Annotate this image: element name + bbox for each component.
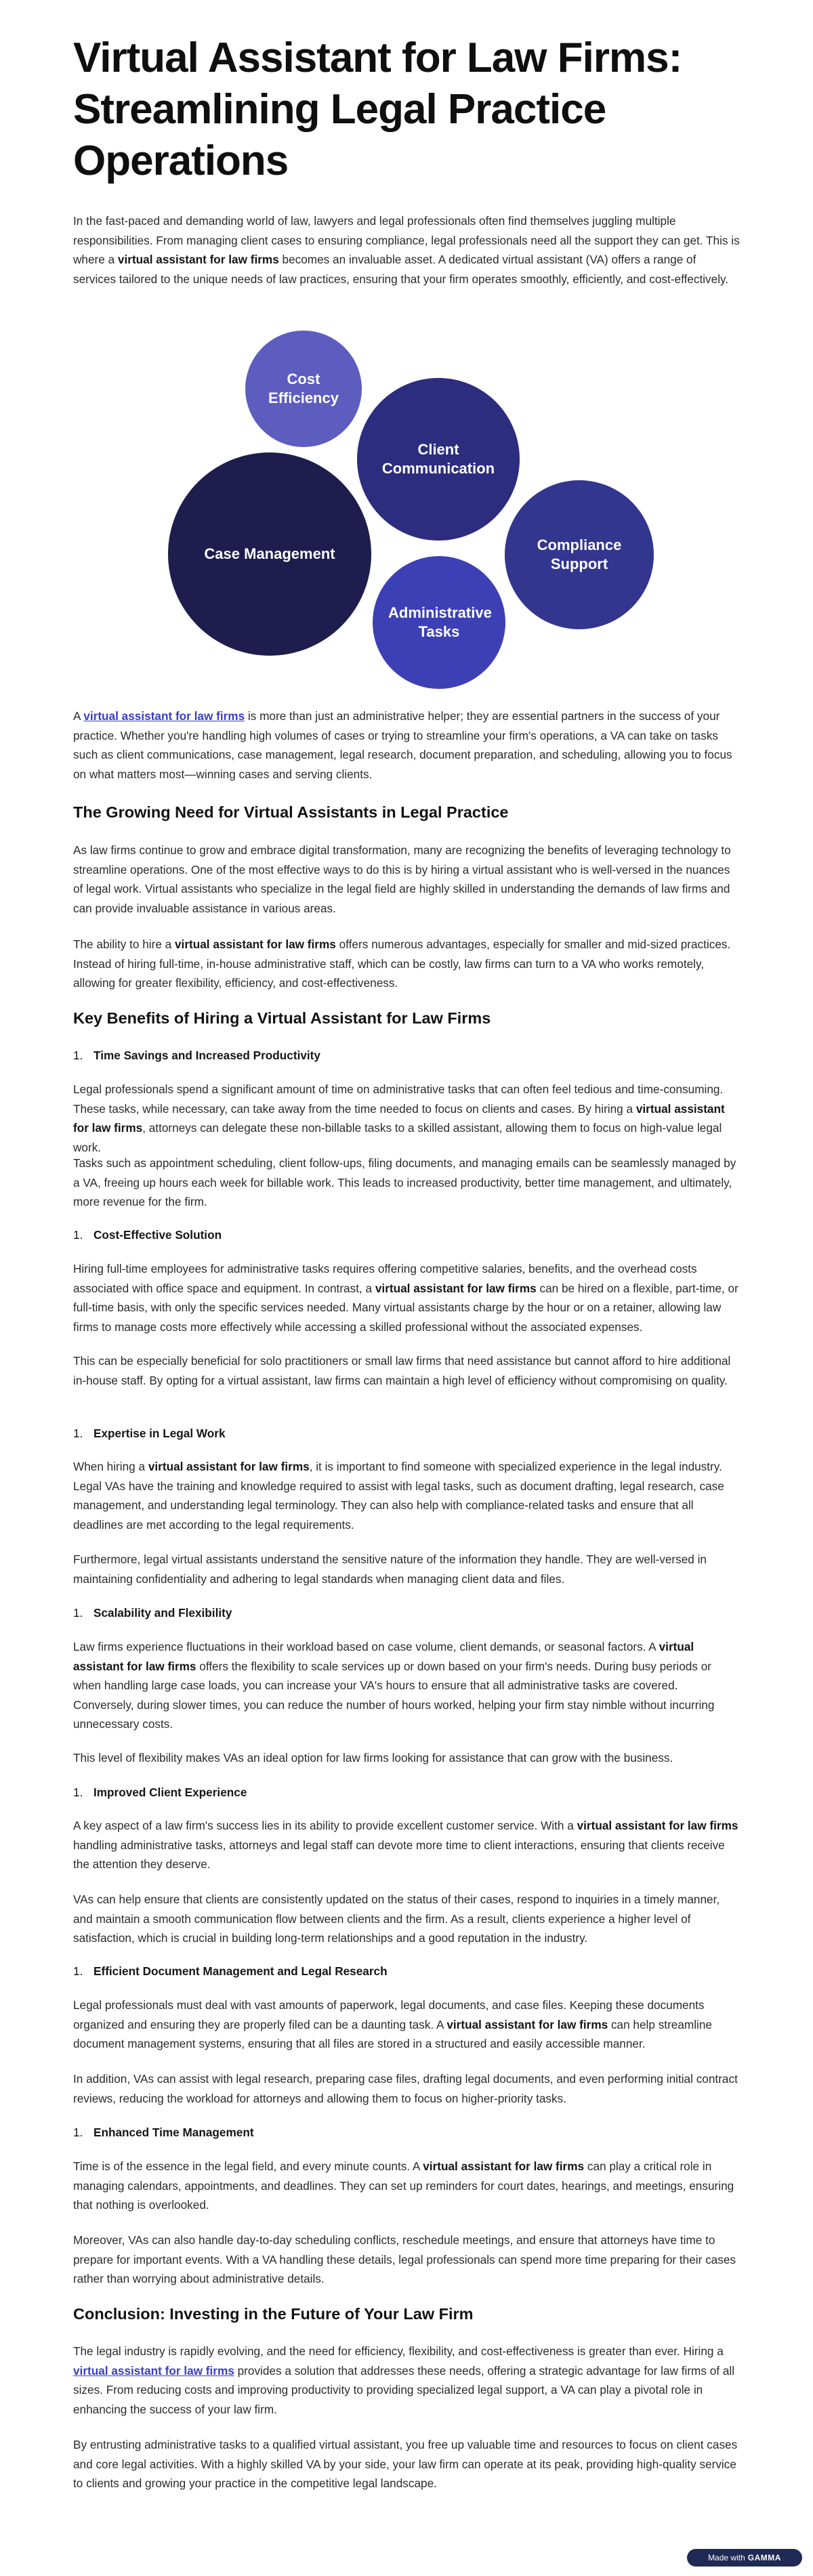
benefit-4-paragraph-1: Law firms experience fluctuations in their workload based on case volume, client demands, or seasonal factors. A virtual assistant for law firms offers the flexibility to scale services up or down based on your firm's needs. During busy periods or when handling large case loads, you can increase your VA's hours to ensure that all administrative tasks are covered. Conversely, during slower times, you can reduce the number of hours worked, helping your firm stay nimble without incurring unnecessary costs.: [73, 1640, 715, 1731]
va-link[interactable]: virtual assistant for law firms: [83, 709, 245, 723]
heading-conclusion: Conclusion: Investing in the Future of Your Law Firm: [73, 2305, 474, 2323]
benefit-7-title: 1. Enhanced Time Management: [73, 2126, 254, 2139]
growing-paragraph-2: The ability to hire a virtual assistant for law firms offers numerous advantages, especially for smaller and mid-sized practices. Instead of hiring full-time, in-house administrative staff, which can be costly, law firms can turn to a VA who works remotely, allowing for greater flexibility, efficiency, and cost-effectiveness.: [73, 937, 731, 990]
benefit-3-title: 1. Expertise in Legal Work: [73, 1427, 226, 1440]
benefit-7-paragraph-1: Time is of the essence in the legal field, and every minute counts. A virtual assistant for law firms can play a critical role in managing calendars, appointments, and deadlines. They can set up reminders for court dates, hearings, and meetings, ensuring that nothing is overlooked.: [73, 2159, 734, 2212]
benefit-4-title: 1. Scalability and Flexibility: [73, 1606, 232, 1620]
after-diagram-paragraph: A virtual assistant for law firms is more than just an administrative helper; they are essential partners in the success of your practice. Whether you're handling high volumes of cases or trying to streamline your firm's operations, a VA can take on tasks such as client communications, case management, legal research, document preparation, and scheduling, allowing you to focus on what matters most—winning cases and serving clients.: [73, 709, 732, 781]
page-title: Virtual Assistant for Law Firms: Streamlining Legal Practice Operations: [73, 35, 682, 184]
benefit-1-paragraph-2: Tasks such as appointment scheduling, client follow-ups, filing documents, and managing emails can be seamlessly managed by a VA, freeing up hours each week for billable work. This leads to increased productivity, better time management, and ultimately, more revenue for the firm.: [73, 1156, 736, 1208]
benefit-6-paragraph-1: Legal professionals must deal with vast amounts of paperwork, legal documents, and case files. Keeping these documents organized and ensuring they are properly filed can be a daunting task. A virtual assistant for law firms can help streamline document management systems, ensuring that all files are stored in a structured and easily accessible manner.: [73, 1998, 712, 2050]
benefit-1-title: 1. Time Savings and Increased Productivity: [73, 1049, 320, 1062]
heading-growing-need: The Growing Need for Virtual Assistants in Legal Practice: [73, 803, 509, 821]
made-with-gamma-badge[interactable]: [687, 2549, 802, 2567]
gamma-logo-text: GAMMA: [747, 2553, 781, 2562]
intro-paragraph: In the fast-paced and demanding world of law, lawyers and legal professionals often find themselves juggling multiple responsibilities. From managing client cases to ensuring compliance, legal professionals need all the support they can get. This is where a virtual assistant for law firms becomes an invaluable asset. A dedicated virtual assistant (VA) offers a range of services tailored to the unique needs of law practices, ensuring that your firm operates smoothly, efficiently, and cost-effectively.: [73, 214, 740, 286]
key-phrase: virtual assistant for law firms: [117, 253, 279, 266]
benefit-3-paragraph-2: Furthermore, legal virtual assistants understand the sensitive nature of the information they handle. They are well-versed in maintaining confidentiality and adhering to legal standards when managing client data and files.: [73, 1553, 707, 1586]
benefit-4-paragraph-2: This level of flexibility makes VAs an ideal option for law firms looking for assistance that can grow with the business.: [73, 1751, 673, 1765]
benefit-6-title: 1. Efficient Document Management and Legal Research: [73, 1964, 388, 1978]
title-block: [73, 33, 740, 187]
bubble-client-communication: Client Communication: [357, 378, 520, 541]
heading-key-benefits: Key Benefits of Hiring a Virtual Assistant for Law Firms: [73, 1009, 491, 1027]
benefit-2-title: 1. Cost-Effective Solution: [73, 1228, 222, 1242]
benefit-7-paragraph-2: Moreover, VAs can also handle day-to-day scheduling conflicts, reschedule meetings, and ensure that attorneys have time to prepare for important events. With a VA handling these details, legal professionals can spend more time preparing for their cases rather than worrying about administrative details.: [73, 2233, 736, 2285]
conclusion-paragraph-1: The legal industry is rapidly evolving, and the need for efficiency, flexibility, and cost-effectiveness is greater than ever. Hiring a virtual assistant for law firms provides a solution that addresses these needs, offering a strategic advantage for law firms of all sizes. From reducing costs and improving productivity to providing specialized legal support, a VA can play a pivotal role in enhancing the success of your law firm.: [73, 2344, 735, 2416]
bubble-cost-efficiency: Cost Efficiency: [245, 331, 362, 447]
bubble-administrative-tasks: Administrative Tasks: [373, 556, 505, 689]
made-with-label: Made with: [708, 2553, 745, 2562]
conclusion-paragraph-2: By entrusting administrative tasks to a qualified virtual assistant, you free up valuable time and resources to focus on client cases and core legal activities. With a highly skilled VA by your side, your law firm can operate at its peak, providing high-quality service to clients and growing your practice in the competitive legal landscape.: [73, 2438, 738, 2490]
benefit-2-paragraph-1: Hiring full-time employees for administrative tasks requires offering competitive salaries, benefits, and the overhead costs associated with office space and equipment. In contrast, a virtual assistant for law firms can be hired on a flexible, part-time, or full-time basis, with only the specific services needed. Many virtual assistants charge by the hour or on a retainer, allowing law firms to manage costs more effectively while accessing a skilled professional without the associated expenses.: [73, 1262, 738, 1334]
benefit-5-title: 1. Improved Client Experience: [73, 1786, 247, 1799]
benefit-5-paragraph-2: VAs can help ensure that clients are consistently updated on the status of their cases, respond to inquiries in a timely manner, and maintain a smooth communication flow between clients and the firm. As a result, clients experience a higher level of satisfaction, which is crucial in building long-term relationships and a good reputation in the industry.: [73, 1893, 720, 1945]
benefit-6-paragraph-2: In addition, VAs can assist with legal research, preparing case files, drafting legal documents, and even performing initial contract reviews, reducing the workload for attorneys and allowing them to focus on higher-priority tasks.: [73, 2072, 738, 2105]
bubble-case-management: Case Management: [168, 452, 371, 656]
bubble-compliance-support: Compliance Support: [505, 480, 654, 629]
growing-paragraph-1: As law firms continue to grow and embrace digital transformation, many are recognizing the benefits of leveraging technology to streamline operations. One of the most effective ways to do this is by hiring a virtual assistant who is well-versed in the nuances of legal work. Virtual assistants who specialize in the legal field are highly skilled in understanding the demands of law firms and can provide invaluable assistance in various areas.: [73, 843, 731, 915]
benefits-bubble-diagram: [73, 331, 740, 690]
benefit-5-paragraph-1: A key aspect of a law firm's success lies in its ability to provide excellent customer service. With a virtual assistant for law firms handling administrative tasks, attorneys and legal staff can devote more time to client interactions, ensuring that clients receive the attention they deserve.: [73, 1819, 738, 1871]
va-link-conclusion[interactable]: virtual assistant for law firms: [73, 2363, 234, 2378]
benefit-3-paragraph-1: When hiring a virtual assistant for law firms, it is important to find someone with specialized experience in the legal industry. Legal VAs have the training and knowledge required to assist with legal tasks, such as document drafting, legal research, case management, and understanding legal terminology. They can also help with compliance-related tasks and ensure that all deadlines are met according to the legal requirements.: [73, 1460, 724, 1532]
benefit-2-paragraph-2: This can be especially beneficial for solo practitioners or small law firms that need assistance but cannot afford to hire additional in-house staff. By opting for a virtual assistant, law firms can maintain a high level of efficiency without compromising on quality.: [73, 1354, 731, 1387]
benefit-1-paragraph-1: Legal professionals spend a significant amount of time on administrative tasks that can often feel tedious and time-consuming. These tasks, while necessary, can take away from the time needed to focus on clients and cases. By hiring a virtual assistant for law firms, attorneys can delegate these non-billable tasks to a skilled assistant, allowing them to focus on high-value legal work.: [73, 1082, 725, 1154]
